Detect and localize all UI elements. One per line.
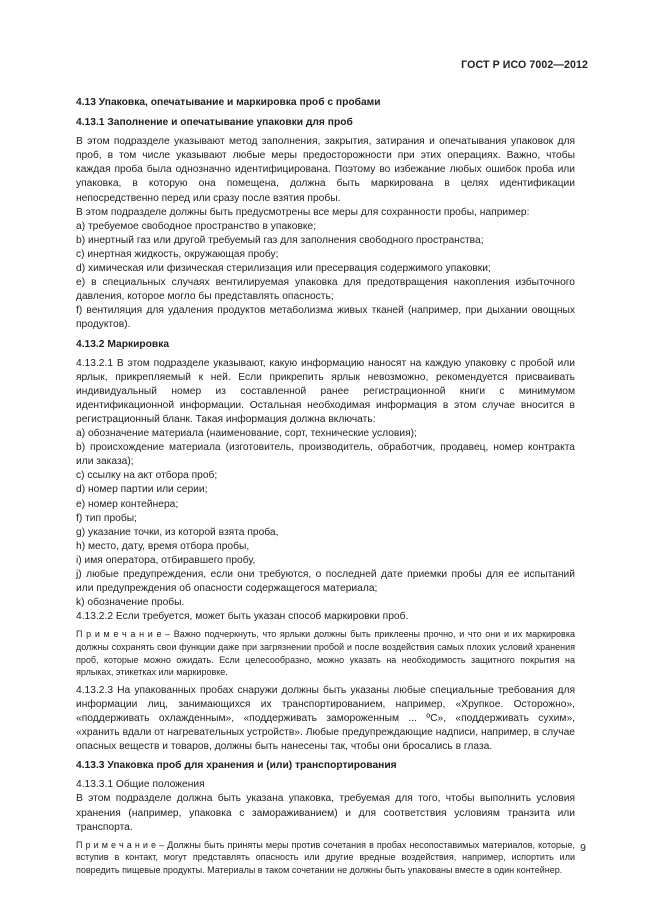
paragraph: В этом подразделе указывают метод заполнения, закрытия, затирания и опечатывания упаковок для проб, в том числе указывают любые меры предосторожности при этих операциях. Важно, чтобы каждая проба была однозначно идентифицирована. Поэтому во избежание любых ошибок проба или упаковка, в которую она помещена, должна быть маркирована в целях идентификации непосредственно перед или сразу после взятия пробы. [76, 136, 575, 204]
list-item: b) инертный газ или другой требуемый газ для заполнения свободного пространства; [76, 234, 484, 246]
page-number: 9 [580, 842, 586, 854]
note-text: – Должны быть приняты меры против сочетания в пробах несопоставимых материалов, которые, вступив в контакт, могут представлять опасность или другие вредные воздействия, например, испортить или повредить пищевые продукты. Материалы в таком сочетании не должны быть упакованы вместе в один контейнер. [76, 839, 575, 875]
list-item: d) химическая или физическая стерилизация или пресервация содержимого упаковки; [76, 263, 491, 275]
list-item: i) имя оператора, отбиравшего пробу, [76, 554, 256, 566]
paragraph: 4.13.2.2 Если требуется, может быть указан способ маркировки проб. [76, 611, 409, 623]
list-item: g) указание точки, из которой взята проба, [76, 526, 279, 538]
paragraph: 4.13.3.1 Общие положения [76, 779, 205, 791]
note-label: П р и м е ч а н и е [76, 629, 162, 640]
list-item: f) тип пробы; [76, 512, 137, 524]
page-content [76, 96, 575, 881]
list-item: c) инертная жидкость, окружающая пробу; [76, 248, 279, 260]
list-item: k) обозначение пробы. [76, 597, 185, 609]
paragraph: 4.13.2.3 На упакованных пробах снаружи должны быть указаны любые специальные требования для информации лиц, занимающихся их транспортированием, например, «Хрупкое. Осторожно», «поддерживать охлажденным», «поддерживать замороженным ... ºС», «поддерживать сухим», «хранить вдали от нагревательных устройств». Любые предупреждающие надписи, например, в случае опасных веществ и товаров, должны быть нанесены так, чтобы они бросались в глаза. [76, 684, 575, 753]
section-4-13-2-title: 4.13.2 Маркировка [76, 338, 170, 350]
list-item: b) происхождение материала (изготовитель, производитель, обработчик, продавец, номер контракта или заказа); [76, 442, 575, 468]
paragraph: В этом подразделе должны быть предусмотрены все меры для сохранности пробы, например: [76, 206, 530, 218]
list-item: h) место, дату, время отбора пробы, [76, 540, 250, 552]
section-4-13-3-title: 4.13.3 Упаковка проб для хранения и (или) транспортирования [76, 760, 397, 772]
section-4-13-1-title: 4.13.1 Заполнение и опечатывание упаковки для проб [76, 117, 353, 129]
paragraph: В этом подразделе должна быть указана упаковка, требуемая для того, чтобы выполнить условия хранения (например, упаковка с замораживанием) и для соответствия условиям транзита или транспорта. [76, 793, 575, 833]
list-item: a) обозначение материала (наименование, сорт, технические условия); [76, 428, 417, 440]
list-item: c) ссылку на акт отбора проб; [76, 470, 218, 482]
list-item: f) вентиляция для удаления продуктов метаболизма живых тканей (например, при дыхании овощных продуктов). [76, 305, 575, 331]
paragraph: 4.13.2.1 В этом подразделе указывают, какую информацию наносят на каждую упаковку с пробой или ярлык, прикрепляемый к ней. Если прикрепить ярлык невозможно, рекомендуется присваивать индивидуальный номер из составленной ранее регистрационной книги с минимумом идентификационной информации. Остальная необходимая информация в этом случае вносится в регистрационный бланк. Такая информация должна включать: [76, 357, 575, 425]
note [76, 628, 575, 678]
document-header: ГОСТ Р ИСО 7002—2012 [461, 59, 588, 71]
note-text: – Важно подчеркнуть, что ярлыки должны быть приклеены прочно, и что они и их маркировка должны сохранять свои функции даже при загрязнении пробой и после воздействия самых плохих условий хранения проб, которые можно ожидать. Если целесообразно, можно указать на необходимость защитного покрытия на ярлыках, этикетках или маркировке. [76, 629, 575, 678]
note-label: П р и м е ч а н и е [76, 839, 157, 850]
list-item: e) в специальных случаях вентилируемая упаковка для предотвращения накопления избыточного давления, которое могло бы представлять опасность; [76, 277, 575, 303]
note [76, 839, 575, 877]
section-4-13-title: 4.13 Упаковка, опечатывание и маркировка проб с пробами [76, 97, 381, 108]
list-item: d) номер партии или серии; [76, 484, 208, 496]
list-item: e) номер контейнера; [76, 498, 179, 510]
list-item: a) требуемое свободное пространство в упаковке; [76, 220, 317, 232]
list-item: j) любые предупреждения, если они требуются, о последней дате приемки пробы для ее испытаний или предупреждения об опасности содержащегося материала; [76, 569, 575, 595]
